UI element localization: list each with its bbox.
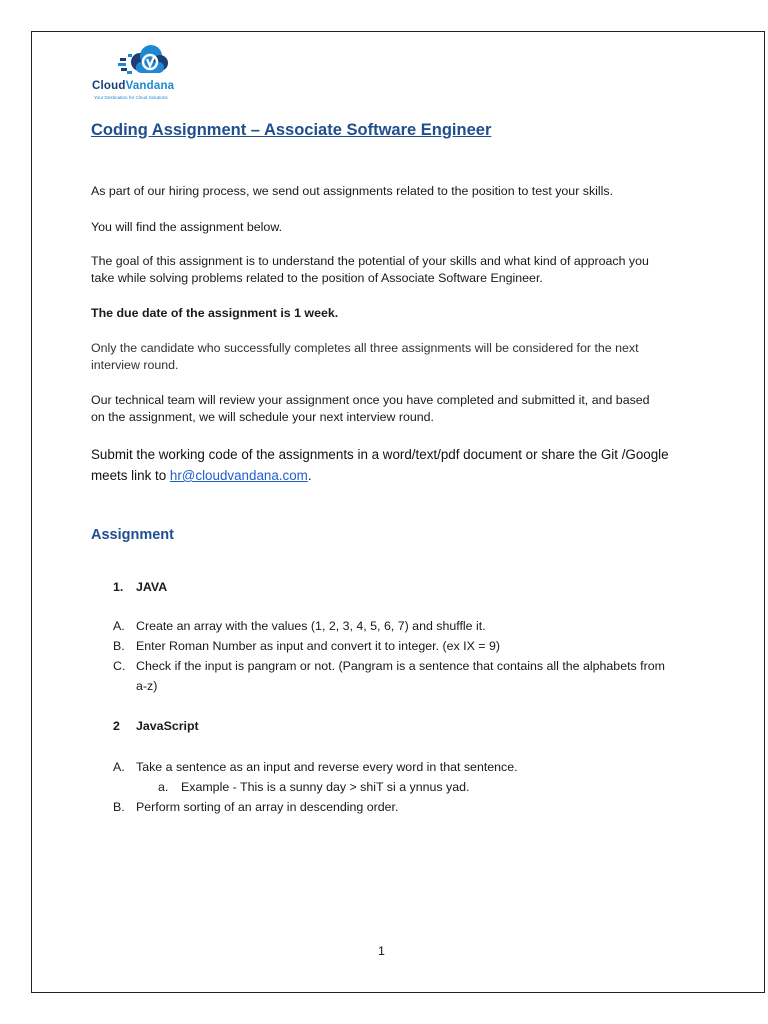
- email-link[interactable]: hr@cloudvandana.com: [169, 468, 308, 483]
- assignment-note: You will find the assignment below.: [91, 220, 283, 234]
- candidate-note: Only the candidate who successfully completes all three assignments will be considered for the next interview round.: [91, 341, 639, 372]
- logo-wordmark: CloudVandana: [92, 80, 175, 92]
- document-title: Coding Assignment – Associate Software Engineer: [91, 121, 492, 139]
- assignment-heading: Assignment: [91, 527, 174, 543]
- intro-paragraph: As part of our hiring process, we send out assignments related to the position to test your skills.: [91, 184, 614, 198]
- company-logo: [92, 44, 207, 100]
- review-paragraph: Our technical team will review your assignment once you have completed and submitted it, and based on the assignment, we will schedule your next interview round.: [91, 393, 650, 424]
- logo-tagline: Your Destination for Cloud Solutions: [94, 95, 168, 100]
- cloud-logo-icon: [118, 44, 174, 80]
- submission-paragraph: Submit the working code of the assignments in a word/text/pdf document or share the Git /Google meets link to hr@cloudvandana.com.: [91, 447, 669, 483]
- goal-paragraph: The goal of this assignment is to understand the potential of your skills and what kind of approach you take while solving problems related to the position of Associate Software Engineer.: [91, 254, 649, 285]
- page-number: 1: [378, 944, 385, 958]
- document-page: [31, 31, 765, 993]
- due-date: The due date of the assignment is 1 week.: [91, 306, 339, 320]
